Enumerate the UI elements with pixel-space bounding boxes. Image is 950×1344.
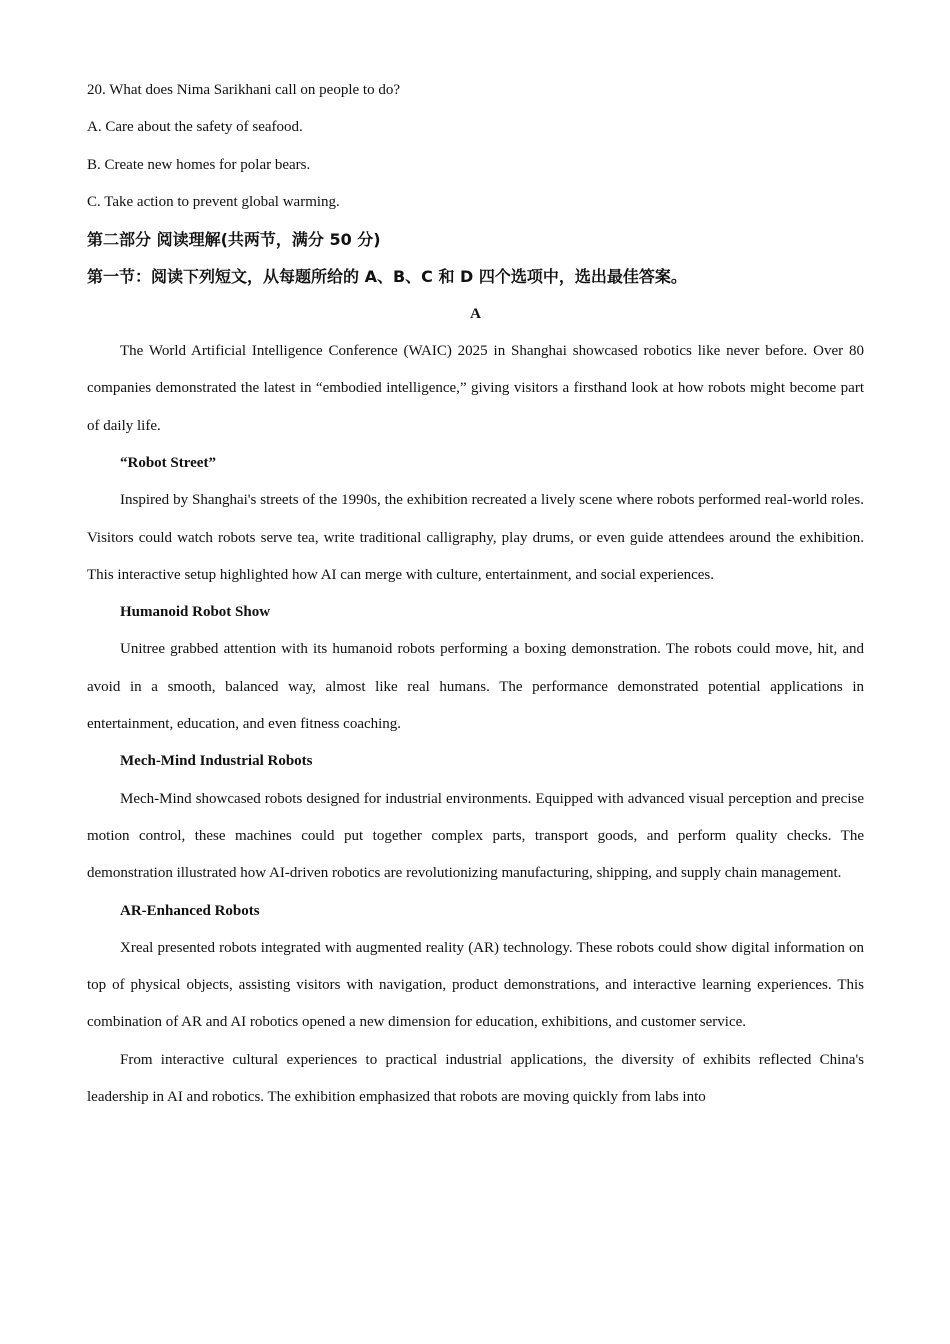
part-title: 第二部分 阅读理解(共两节，满分 50 分) bbox=[87, 230, 381, 250]
passage-closing: From interactive cultural experiences to practical industrial applications, the diversity of exhibits reflected China's leadership in AI and robotics. The exhibition emphasized that robots are moving quickly from labs into bbox=[87, 1051, 864, 1106]
section-heading: Mech-Mind Industrial Robots bbox=[120, 753, 313, 770]
section-heading: Humanoid Robot Show bbox=[120, 604, 271, 621]
document-page bbox=[87, 72, 864, 1116]
option-b: B. Create new homes for polar bears. bbox=[87, 156, 311, 173]
option-c: C. Take action to prevent global warming. bbox=[87, 193, 340, 210]
question-stem: 20. What does Nima Sarikhani call on people to do? bbox=[87, 82, 400, 98]
section-body: Mech-Mind showcased robots designed for industrial environments. Equipped with advanced visual perception and precise motion control, these machines could put together complex parts, transport goods, and perform quality checks. The demonstration illustrated how AI-driven robotics are revolutionizing manufacturing, shipping, and supply chain management. bbox=[87, 790, 864, 882]
section-heading: AR-Enhanced Robots bbox=[120, 902, 260, 919]
section-body: Unitree grabbed attention with its humanoid robots performing a boxing demonstration. The robots could move, hit, and avoid in a smooth, balanced way, almost like real humans. The performance demonstrated potential applications in entertainment, education, and even fitness coaching. bbox=[87, 641, 864, 733]
section-heading: “Robot Street” bbox=[120, 454, 216, 471]
section-body: Xreal presented robots integrated with augmented reality (AR) technology. These robots could show digital information on top of physical objects, assisting visitors with navigation, product demonstrations, and interactive learning experiences. This combination of AR and AI robotics opened a new dimension for education, exhibitions, and customer service. bbox=[87, 939, 864, 1031]
passage-intro: The World Artificial Intelligence Conference (WAIC) 2025 in Shanghai showcased robotics like never before. Over 80 companies demonstrated the latest in “embodied intelligence,” giving visitors a firsthand look at how robots might become part of daily life. bbox=[87, 343, 864, 434]
passage-label: A bbox=[470, 305, 481, 322]
option-a: A. Care about the safety of seafood. bbox=[87, 119, 303, 136]
section-instruction: 第一节：阅读下列短文，从每题所给的 A、B、C 和 D 四个选项中，选出最佳答案。 bbox=[87, 267, 687, 287]
section-body: Inspired by Shanghai's streets of the 1990s, the exhibition recreated a lively scene where robots performed real-world roles. Visitors could watch robots serve tea, write traditional calligraphy, play drums, or even guide attendees around the exhibition. This interactive setup highlighted how AI can merge with culture, entertainment, and social experiences. bbox=[87, 492, 864, 583]
